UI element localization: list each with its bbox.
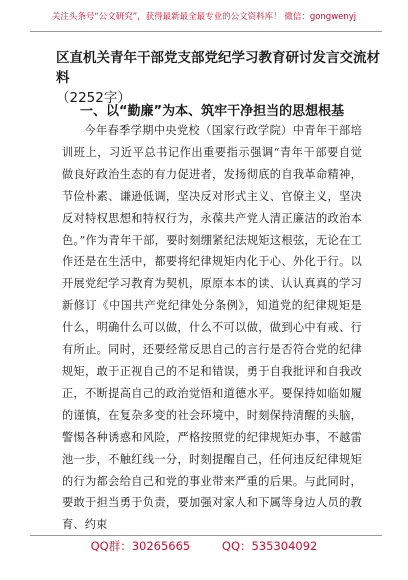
header-divider [30,31,382,32]
header-banner: 关注头条号“公文研究”，获得最新最全最专业的公文资料库！ 微信：gongwenyj [51,12,357,22]
section-heading: 一、以“勤廉”为本、筑牢干净担当的思想根基 [80,104,345,119]
footer [0,538,408,554]
footer-qq-group: QQ群：30265665 [90,539,191,553]
body-paragraph: 今年春季学期中央党校（国家行政学院）中青年干部培训班上，习近平总书记作出重要指示强调“青年干部要自觉做良好政治生态的有力促进者，发扬彻底的自我革命精神，节俭朴素、谦逊低调，坚决反对形式主义、官僚主义，坚决反对特权思想和特权行为，永葆共产党人清正廉洁的政治本色。”作为青年干部，要时刻绷紧纪法规矩这根弦，无论在工作还是在生活中，都要将纪律规矩内化于心、外化于行。以开展党纪学习教育为契机，原原本本的读、认认真真的学习新修订《中国共产党纪律处分条例》，知道党的纪律规矩是什么，明确什么可以做，什么不可以做，做到心中有戒、行有所止。同时，还要经常反思自己的言行是否符合党的纪律规矩，敢于正视自己的不足和错误，勇于自我批评和自我改正，不断提高自己的政治觉悟和道德水平。要保持如临如履的谨慎，在复杂多变的社会环境中，时刻保持清醒的头脑，警惕各种诱惑和风险，严格按照党的纪律规矩办事，不越雷池一步，不触红线一分，时刻提醒自己，任何违反纪律规矩的行为都会给自己和党的事业带来严重的后果。与此同时，要敢于担当勇于负责，要加强对家人和下属等身边人员的教育、约束 [62,124,362,532]
document-title [56,48,386,108]
word-count: （2252字） [56,90,131,106]
title-text: 区直机关青年干部党支部党纪学习教育研讨发言交流材料 [56,50,380,86]
footer-qq: QQ：535304092 [221,539,318,553]
footer-divider [30,535,382,536]
